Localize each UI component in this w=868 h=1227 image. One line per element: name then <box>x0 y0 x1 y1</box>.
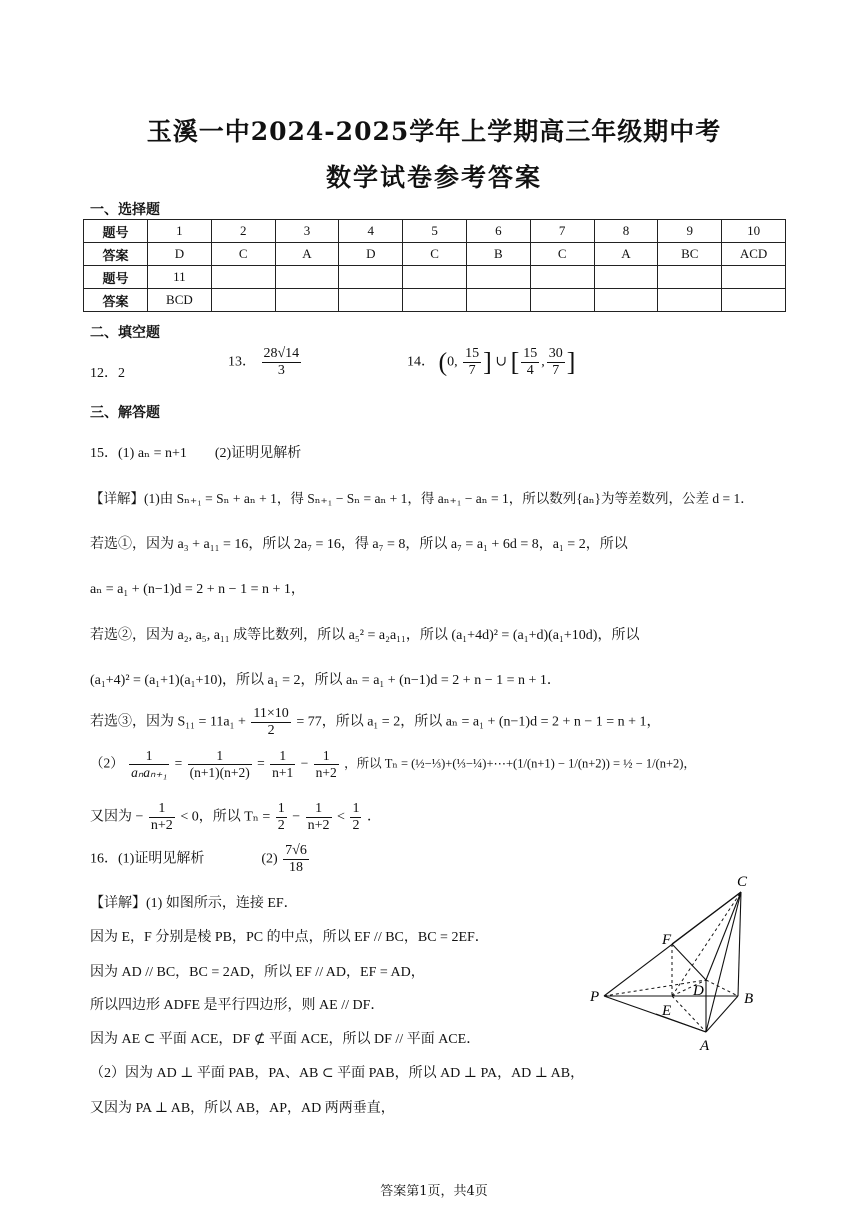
fraction: $\frac{7√6}{18}$ <box>285 843 307 875</box>
table-cell: 10 <box>722 220 786 243</box>
fraction: $\frac{1}{(n+1)(n+2)}$ <box>189 748 250 780</box>
q15-option3: 若选③，因为 S₁₁ = 11a₁ + $\frac{11\times 10}{2}$ = 77，所以 a₁ = 2，所以 aₙ = a₁ + (n−1)d = 2 + n − 1 = n + 1， <box>90 706 661 738</box>
vertex-label-c: C <box>737 874 748 890</box>
section-heading-solutions: 三、解答题 <box>90 405 160 421</box>
q15-part2: （2） $\frac{1}{\text{aₙaₙ₊₁}}$ = $\frac{1}{(n+1)(n+2)}$ = $\frac{1}{n+1}$ − $\frac{1}{n+2}$ ，所以 Tₙ = (½−⅓)+(⅓−¼)+⋯+(1/(n+1) − 1/(n+2)) = ½ − 1/(n+2)， <box>90 748 696 780</box>
table-cell: 1 <box>148 220 212 243</box>
vertex-label-e: E <box>662 1003 672 1019</box>
q15-answer: 15．(1) aₙ = n+1 (2)证明见解析 <box>90 446 302 461</box>
table-cell: D <box>148 243 212 266</box>
table-cell: 6 <box>466 220 530 243</box>
fraction: $\frac{1}{\text{aₙaₙ₊₁}}$ <box>131 748 168 780</box>
table-cell: ACD <box>722 243 786 266</box>
table-label-answer: 答案 <box>84 243 148 266</box>
fraction: $\frac{1}{n+2}$ <box>150 801 173 833</box>
q15-option2: 若选②，因为 a₂, a₅, a₁₁ 成等比数列，所以 a₅² = a₂a₁₁，所以 (a₁+4d)² = (a₁+d)(a₁+10d)，所以 <box>90 628 640 643</box>
table-cell: 7 <box>530 220 594 243</box>
table-label-question: 题号 <box>84 220 148 243</box>
fill-q13: 13． $\frac{28√14}{3}$ <box>228 346 300 378</box>
pyramid-figure <box>586 870 786 1055</box>
q15-option1-cont: aₙ = a₁ + (n−1)d = 2 + n − 1 = n + 1， <box>90 582 305 597</box>
vertex-label-a: A <box>700 1038 710 1054</box>
table-row <box>84 220 786 243</box>
vertex-label-d: D <box>693 983 704 999</box>
table-cell: B <box>466 243 530 266</box>
fraction: $\frac{15}{4}$ <box>523 346 538 378</box>
table-row <box>84 289 786 312</box>
fraction: $\frac{1}{n+2}$ <box>307 801 330 833</box>
fraction: $\frac{1}{2}$ <box>352 801 360 833</box>
q16-detail-4: 所以四边形 ADFE 是平行四边形，则 AE // DF． <box>90 998 385 1013</box>
table-row <box>84 266 786 289</box>
q15-option2-cont: (a₁+4)² = (a₁+1)(a₁+10)，所以 a₁ = 2，所以 aₙ = a₁ + (n−1)d = 2 + n − 1 = n + 1． <box>90 673 561 688</box>
table-cell: D <box>339 243 403 266</box>
q16-detail-1: 【详解】(1) 如图所示，连接 EF． <box>90 896 298 911</box>
q15-option1: 若选①，因为 a₃ + a₁₁ = 16，所以 2a₇ = 16，得 a₇ = 8，所以 a₇ = a₁ + 6d = 8，a₁ = 2，所以 <box>90 537 628 552</box>
fraction: $\frac{1}{n+2}$ <box>315 748 337 780</box>
q16-detail-7: 又因为 PA ⊥ AB，所以 AB，AP，AD 两两垂直， <box>90 1101 395 1116</box>
vertex-label-p: P <box>590 989 600 1005</box>
table-row <box>84 243 786 266</box>
table-cell: 5 <box>403 220 467 243</box>
page-footer: 答案第1页，共4页 <box>380 1184 488 1199</box>
fraction: $\frac{1}{2}$ <box>277 801 285 833</box>
table-label-answer: 答案 <box>84 289 148 312</box>
table-cell: BC <box>658 243 722 266</box>
fraction: $\frac{28√14}{3}$ <box>263 346 300 378</box>
table-cell: 11 <box>148 266 212 289</box>
vertex-label-f: F <box>662 932 672 948</box>
table-cell: BCD <box>148 289 212 312</box>
table-cell: C <box>530 243 594 266</box>
q16-answer: 16．(1)证明见解析 (2) $\frac{7√6}{18}$ <box>90 843 307 875</box>
q16-detail-5: 因为 AE ⊂ 平面 ACE，DF ⊄ 平面 ACE，所以 DF // 平面 ACE． <box>90 1032 481 1047</box>
q16-detail-3: 因为 AD // BC，BC = 2AD，所以 EF // AD，EF = AD， <box>90 965 425 980</box>
q16-detail-2: 因为 E，F 分别是棱 PB，PC 的中点，所以 EF // BC，BC = 2EF． <box>90 930 489 945</box>
table-cell: 3 <box>275 220 339 243</box>
table-cell: 9 <box>658 220 722 243</box>
page-title-line1: 玉溪一中2024-2025学年上学期高三年级期中考 <box>146 117 722 146</box>
table-label-question: 题号 <box>84 266 148 289</box>
fill-q12: 12．2 <box>90 366 125 381</box>
q15-conclusion: 又因为 − $\frac{1}{n+2}$ < 0，所以 Tₙ = $\frac{1}{2}$ − $\frac{1}{n+2}$ < $\frac{1}{2}$ ． <box>90 801 381 833</box>
answer-table <box>83 219 786 312</box>
section-heading-choice: 一、选择题 <box>90 202 160 218</box>
q16-detail-6: （2）因为 AD ⊥ 平面 PAB，PA、AB ⊂ 平面 PAB，所以 AD ⊥ PA，AD ⊥ AB， <box>90 1066 585 1081</box>
table-cell: 2 <box>211 220 275 243</box>
table-cell: A <box>594 243 658 266</box>
fraction: $\frac{11\times 10}{2}$ <box>253 706 289 738</box>
fraction: $\frac{1}{n+1}$ <box>272 748 294 780</box>
vertex-label-b: B <box>744 991 754 1007</box>
fraction: $\frac{15}{7}$ <box>465 346 480 378</box>
fraction: $\frac{30}{7}$ <box>548 346 563 378</box>
table-cell: C <box>403 243 467 266</box>
page-title-line2: 数学试卷参考答案 <box>325 163 542 192</box>
table-cell: C <box>211 243 275 266</box>
table-cell: A <box>275 243 339 266</box>
table-cell: 4 <box>339 220 403 243</box>
table-cell: 8 <box>594 220 658 243</box>
section-heading-fill: 二、填空题 <box>90 325 160 341</box>
fill-q14: 14． (0, $\frac{15}{7}$ ] ∪ [ $\frac{15}{4}$ , $\frac{30}{7}$ ] <box>407 346 576 378</box>
q15-detail: 【详解】(1)由 Sₙ₊₁ = Sₙ + aₙ + 1，得 Sₙ₊₁ − Sₙ = aₙ + 1，得 aₙ₊₁ − aₙ = 1，所以数列{aₙ}为等差数列，公差 d = 1． <box>90 491 754 506</box>
